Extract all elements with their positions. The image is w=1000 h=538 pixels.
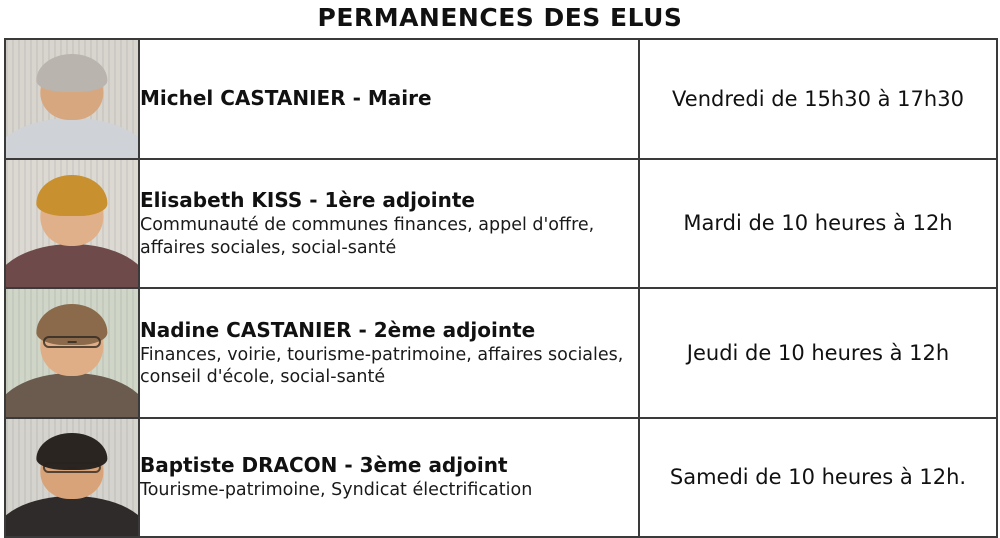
person-name: Baptiste DRACON - 3ème adjoint xyxy=(140,453,508,478)
permanence-slot: Samedi de 10 heures à 12h. xyxy=(669,465,967,490)
photo-cell xyxy=(5,39,139,159)
photo-cell xyxy=(5,288,139,418)
photo-cell xyxy=(5,418,139,537)
person-name: Elisabeth KISS - 1ère adjointe xyxy=(140,188,475,213)
glasses-icon xyxy=(43,336,101,348)
table-row xyxy=(5,39,997,159)
portrait-image xyxy=(6,419,138,536)
portrait-image xyxy=(6,289,138,417)
person-details: Finances, voirie, tourisme-patrimoine, affaires sociales, conseil d'école, social-santé xyxy=(140,344,624,387)
table-row xyxy=(5,288,997,418)
person-name: Michel CASTANIER - Maire xyxy=(140,86,432,110)
portrait-image xyxy=(6,40,138,158)
portrait-image xyxy=(6,160,138,287)
glasses-icon xyxy=(43,462,101,473)
person-name: Nadine CASTANIER - 2ème adjointe xyxy=(140,317,536,342)
slot-cell xyxy=(639,39,997,159)
table-row xyxy=(5,418,997,537)
name-cell xyxy=(139,418,639,537)
person-details: Communauté de communes finances, appel d'offre, affaires sociales, social-santé xyxy=(140,215,595,258)
permanences-table xyxy=(4,38,998,538)
table-row xyxy=(5,159,997,288)
permanence-slot: Vendredi de 15h30 à 17h30 xyxy=(672,86,964,111)
name-cell xyxy=(139,159,639,288)
slot-cell xyxy=(639,159,997,288)
permanence-slot: Mardi de 10 heures à 12h xyxy=(683,211,953,236)
slot-cell xyxy=(639,418,997,537)
name-cell xyxy=(139,288,639,418)
name-cell xyxy=(139,39,639,159)
permanence-slot: Jeudi de 10 heures à 12h xyxy=(686,340,950,365)
slot-cell xyxy=(639,288,997,418)
photo-cell xyxy=(5,159,139,288)
page-title: PERMANENCES DES ELUS xyxy=(317,3,683,32)
person-details: Tourisme-patrimoine, Syndicat électrification xyxy=(140,480,533,501)
